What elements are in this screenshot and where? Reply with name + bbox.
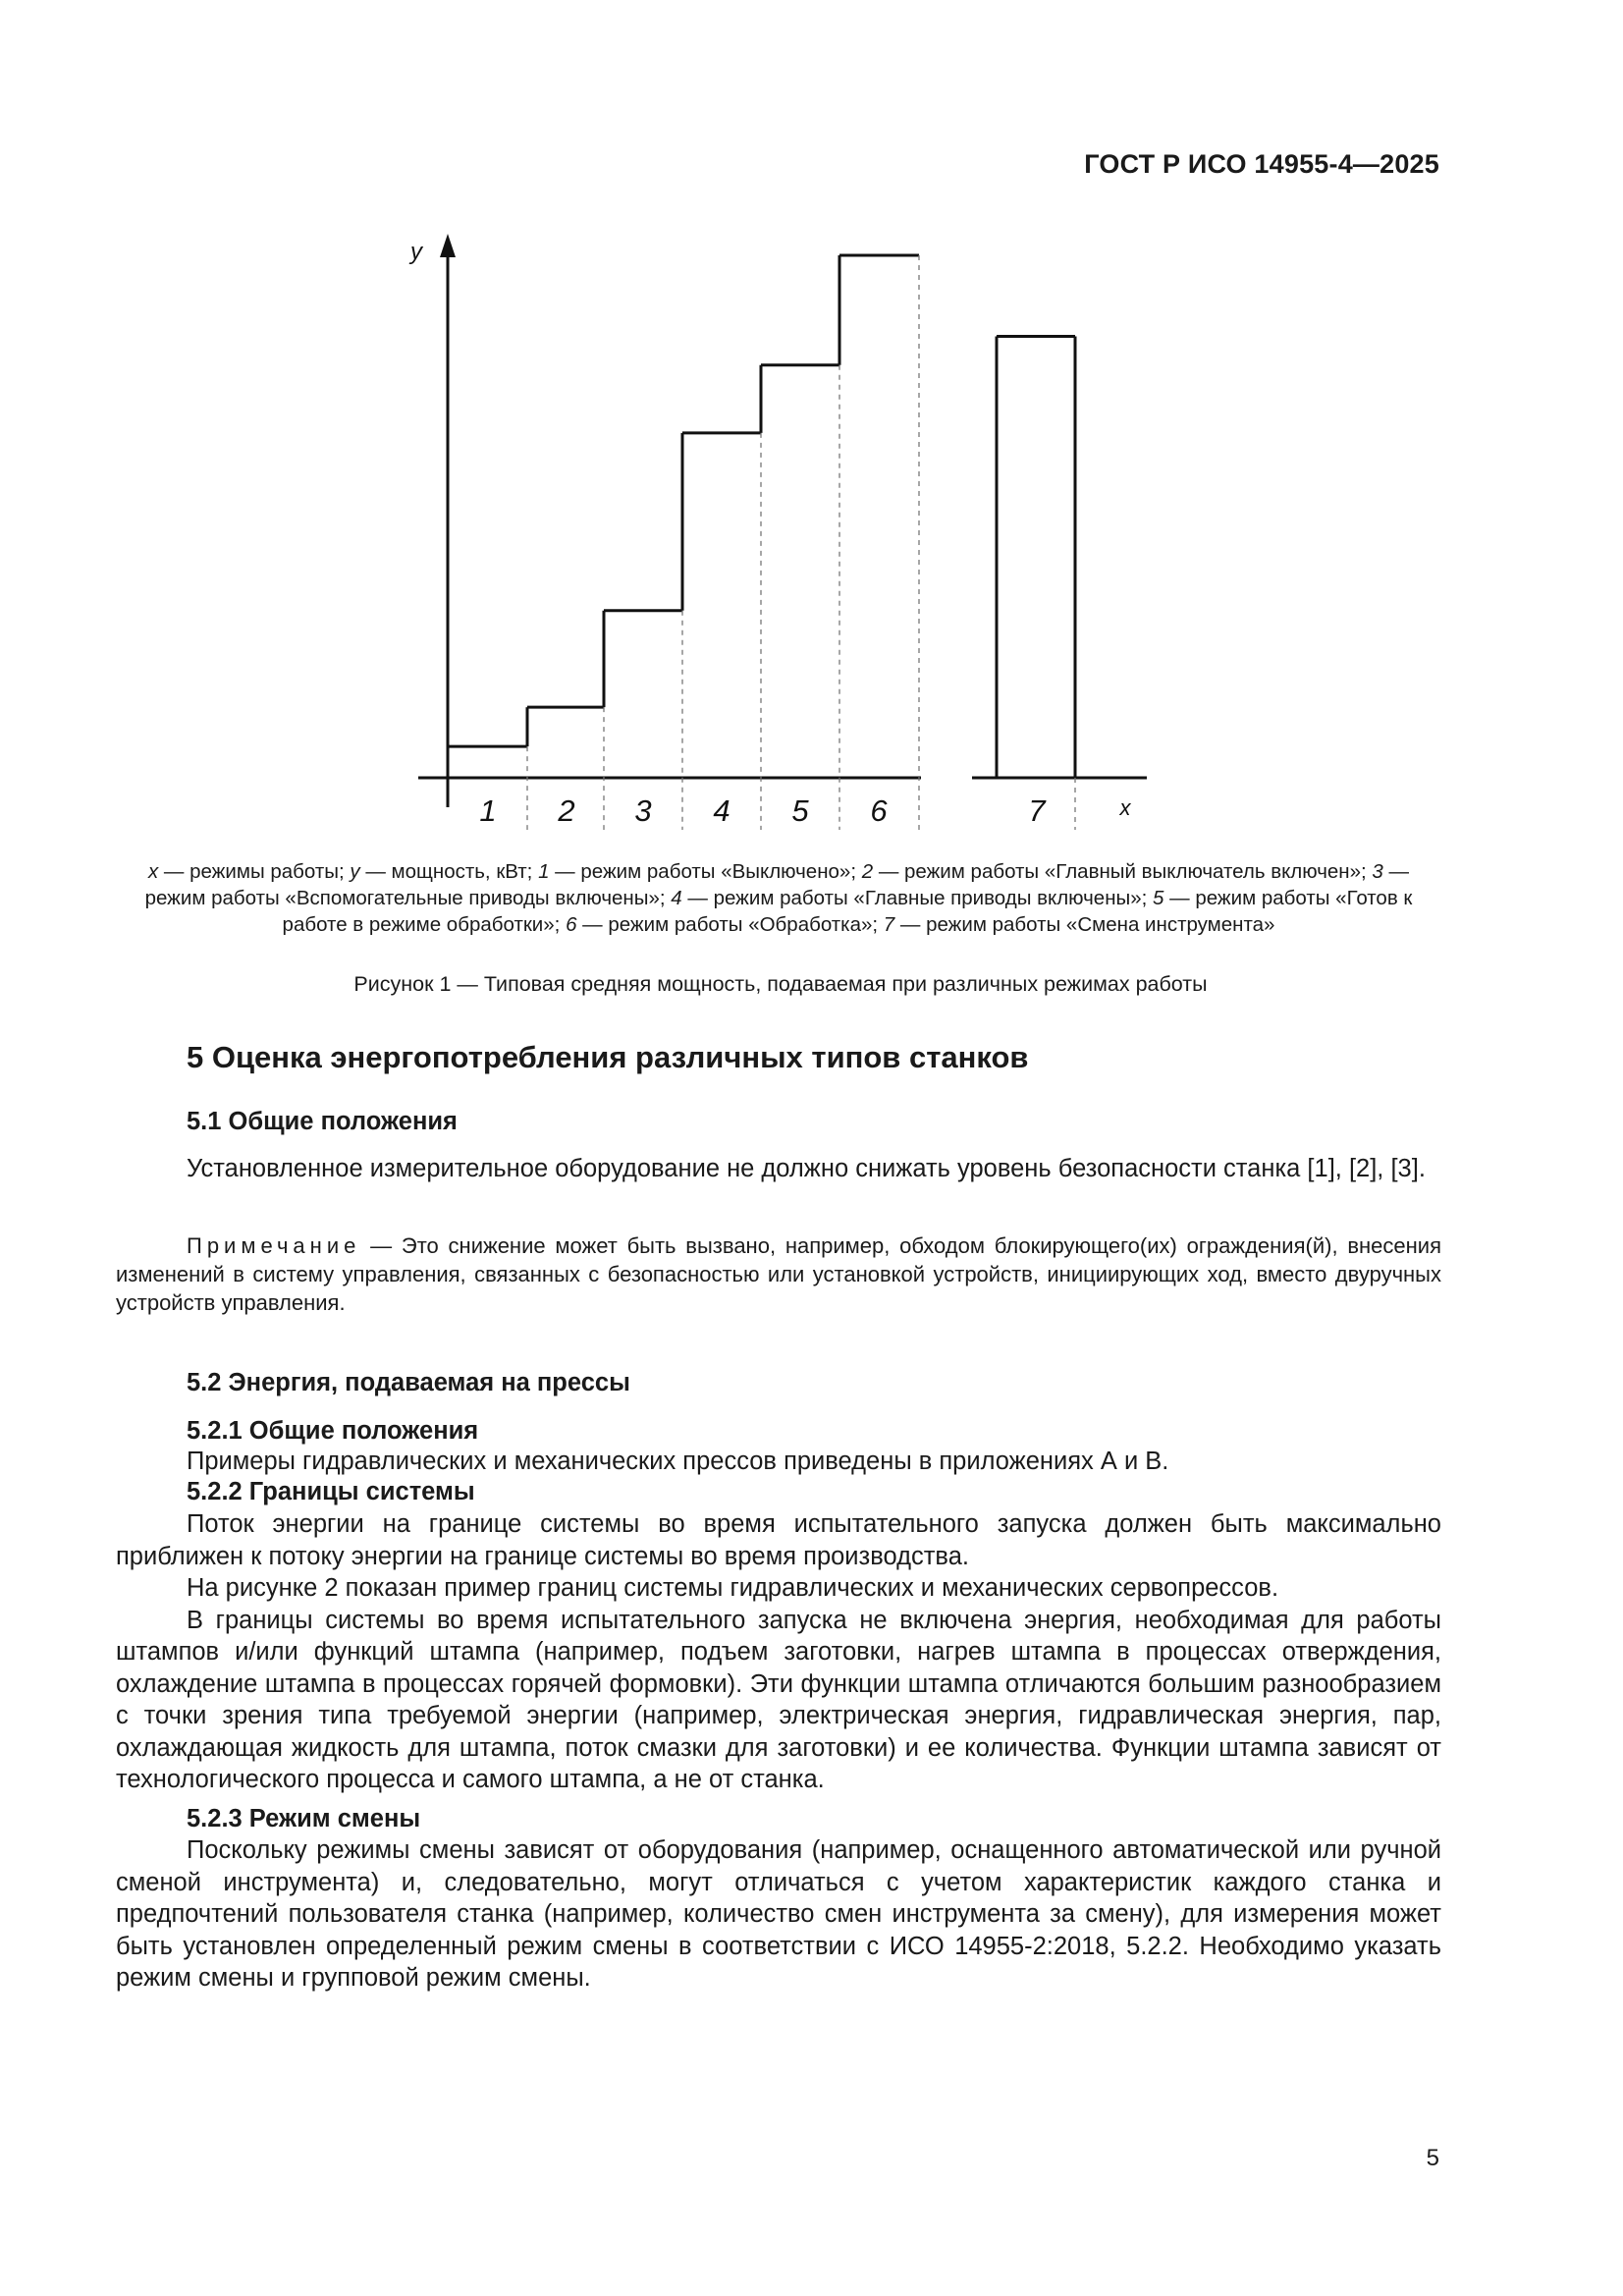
figure-labels — [408, 239, 1132, 828]
document-header: ГОСТ Р ИСО 14955-4—2025 — [1084, 149, 1439, 179]
legend-text: — режим работы «Вспомогательные приводы включены»; — [144, 860, 1410, 909]
legend-text: — режим работы «Выключено»; — [549, 860, 862, 883]
section-5-2-2-title: 5.2.2 Границы системы — [187, 1478, 475, 1505]
section-5-2-title: 5.2 Энергия, подаваемая на прессы — [187, 1369, 630, 1396]
legend-key: 1 — [538, 860, 550, 883]
section-5-2-2-body — [116, 1508, 1441, 1796]
section-5-2-3-title: 5.2.3 Режим смены — [187, 1805, 421, 1832]
legend-text: — режимы работы; — [158, 860, 351, 883]
y-axis-arrow — [440, 234, 456, 257]
legend-text: — режим работы «Главные приводы включены»; — [681, 887, 1154, 909]
power-modes-figure — [0, 0, 1623, 845]
mode-label-3: 3 — [634, 793, 652, 828]
section-5-2-1-paragraph: Примеры гидравлических и механических прессов приведены в приложениях А и В. — [187, 1448, 1169, 1475]
legend-text: — режим работы «Обработка»; — [576, 913, 884, 936]
mode-label-7: 7 — [1028, 793, 1046, 828]
legend-key: 3 — [1372, 860, 1383, 883]
page-number: 5 — [1426, 2145, 1439, 2171]
section-5-title: 5 Оценка энергопотребления различных типов станков — [187, 1040, 1029, 1074]
y-axis-label: y — [410, 239, 422, 265]
section-5-1-title: 5.1 Общие положения — [187, 1108, 458, 1135]
legend-text: — мощность, кВт; — [359, 860, 539, 883]
paragraph: Поток энергии на границе системы во время испытательного запуска должен быть максимально приближен к потоку энергии на границе системы во время производства. — [116, 1510, 1441, 1570]
paragraph: В границы системы во время испытательного запуска не включена энергия, необходимая для работы штампов и/или функций штампа (например, подъем заготовки, нагрев штампа в процессах отверждения, охлаждение штампа в процессах горячей формовки). Эти функции штампа отличаются большим разнообразием с точки зрения типа требуемой энергии (например, электрическая энергия, гидравлическая энергия, пар, охлаждающая жидкость для штампа, поток смазки для заготовки) и ее количества. Функции штампа зависят от технологического процесса и самого штампа, а не от станка. — [116, 1606, 1441, 1793]
mode-label-4: 4 — [713, 793, 730, 828]
legend-text: — режим работы «Главный выключатель включен»; — [873, 860, 1373, 883]
mode-label-6: 6 — [870, 793, 888, 828]
section-5-2-1-title: 5.2.1 Общие положения — [187, 1417, 479, 1445]
paragraph: На рисунке 2 показан пример границ системы гидравлических и механических сервопрессов. — [187, 1574, 1279, 1602]
legend-text: — режим работы «Готов к работе в режиме обработки»; — [282, 887, 1413, 936]
mode-label-1: 1 — [479, 793, 497, 828]
legend-key: 4 — [671, 887, 682, 909]
mode-label-2: 2 — [558, 793, 575, 828]
note-label: Примечание — [187, 1233, 361, 1258]
section-5-2-3-paragraph: Поскольку режимы смены зависят от оборудования (например, оснащенного автоматической или ручной сменой инструмента) и, следовательно, могут отличаться с учетом характеристик каждого станка и предпочтений пользователя станка (например, количество смен инструмента за смену), для измерения может быть установлен определенный режим смены в соответствии с ИСО 14955-2:2018, 5.2.2. Необходимо указать режим смены и групповой режим смены. — [116, 1836, 1441, 1992]
legend-key: 7 — [883, 913, 895, 936]
figure-lines — [418, 234, 1147, 830]
legend-key: y — [350, 860, 360, 883]
figure-legend — [116, 858, 1441, 938]
legend-key: x — [147, 860, 159, 883]
section-5-1-paragraph: Установленное измерительное оборудование не должно снижать уровень безопасности станка [1], [2], [3]. — [187, 1155, 1426, 1182]
legend-key: 6 — [566, 913, 577, 936]
note-text: — Это снижение может быть вызвано, например, обходом блокирующего(их) ограждения(й), внесения изменений в систему управления, связанных с безопасностью или установкой устройств, инициирующих ход, вместо двуручных устройств управления. — [116, 1233, 1441, 1315]
legend-key: 2 — [861, 860, 874, 883]
x-axis-label: x — [1119, 795, 1131, 820]
figure-caption: Рисунок 1 — Типовая средняя мощность, подаваемая при различных режимах работы — [353, 972, 1208, 996]
mode-label-5: 5 — [791, 793, 809, 828]
legend-text: — режим работы «Смена инструмента» — [894, 913, 1275, 936]
legend-key: 5 — [1153, 887, 1164, 909]
section-5-1-note — [116, 1231, 1441, 1317]
